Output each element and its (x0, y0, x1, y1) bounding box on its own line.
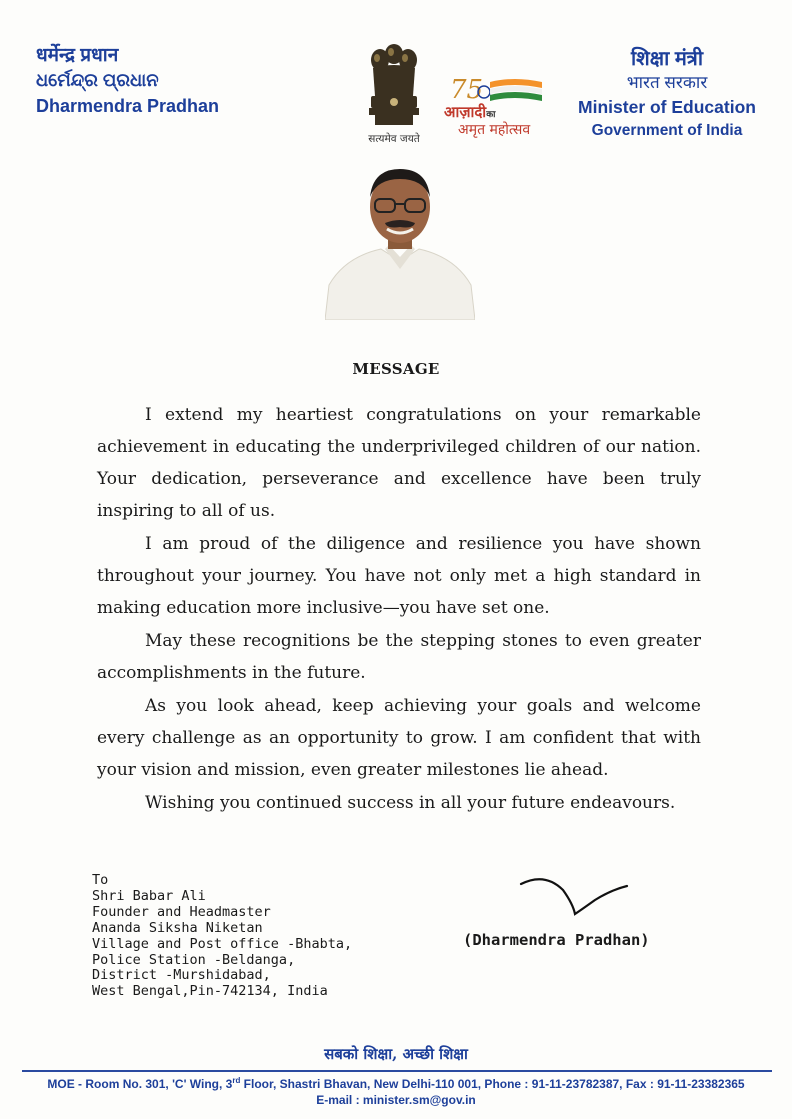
address-line: West Bengal,Pin-742134, India (92, 983, 328, 1000)
azadi-number: 75 (450, 75, 484, 105)
address-line: Police Station -Beldanga, (92, 951, 296, 968)
handwritten-signature (515, 870, 645, 930)
minister-portrait (325, 165, 475, 320)
paragraph: I extend my heartiest congratulations on your remarkable achievement in educating the underprivileged children of our nation. Your dedication, perseverance and excellence have been truly inspiring to all of us. (97, 405, 701, 521)
azadi-ka: का (486, 110, 496, 120)
lion-capital-icon (363, 40, 425, 130)
paragraph: I am proud of the diligence and resilience you have shown throughout your journey. You have not only met a high standard in making education more inclusive—you have set one. (97, 534, 701, 618)
paragraph: As you look ahead, keep achieving your goals and welcome every challenge as an opportunity to grow. I am confident that with your vision and mission, even greater milestones lie ahead. (97, 696, 701, 780)
amrit-mahotsav-text: अमृत महोत्सव (458, 122, 531, 138)
tricolor-75-icon (444, 72, 560, 106)
national-emblem (356, 40, 432, 152)
address-line: Village and Post office -Bhabta, (92, 935, 353, 952)
name-hindi: धर्मेन्द्र प्रधान (36, 45, 119, 66)
address-line: Shri Babar Ali (92, 887, 206, 904)
govt-english: Government of India (591, 122, 743, 139)
address-line: To (92, 872, 109, 888)
title-hindi: शिक्षा मंत्री (630, 48, 704, 70)
address-line: District -Murshidabad, (92, 967, 271, 984)
azadi-ka-amrit-mahotsav-logo (444, 72, 560, 142)
footer-email: E-mail : minister.sm@gov.in (316, 1093, 476, 1107)
footer-divider (22, 1070, 772, 1072)
minister-name-block (36, 44, 219, 120)
ministry-block (572, 46, 762, 142)
name-english: Dharmendra Pradhan (36, 96, 220, 116)
paragraph: Wishing you continued success in all your future endeavours. (145, 793, 676, 813)
signatory-name: (Dharmendra Pradhan) (463, 931, 650, 949)
address-line: Ananda Siksha Niketan (92, 919, 263, 936)
emblem-motto: सत्यमेव जयते (368, 133, 420, 145)
govt-hindi: भारत सरकार (626, 73, 708, 92)
name-odia: ଧର୍ମେନ୍ଦ୍ର ପ୍ରଧାନ (36, 70, 159, 90)
footer-address: MOE - Room No. 301, 'C' Wing, 3rd Floor, Shastri Bhavan, New Delhi-110 001, Phone : 91-11-23782387, Fax : 91-11-23382365 (47, 1076, 745, 1091)
address-line: Founder and Headmaster (92, 903, 271, 920)
letter-heading: MESSAGE (352, 360, 440, 378)
letter-body (97, 399, 701, 820)
recipient-address (92, 873, 352, 1000)
paragraph: May these recognitions be the stepping stones to even greater accomplishments in the future. (97, 631, 701, 683)
azadi-text: आज़ादीका (444, 103, 496, 121)
title-english: Minister of Education (578, 97, 756, 117)
footer-slogan: सबको शिक्षा, अच्छी शिक्षा (324, 1045, 468, 1063)
